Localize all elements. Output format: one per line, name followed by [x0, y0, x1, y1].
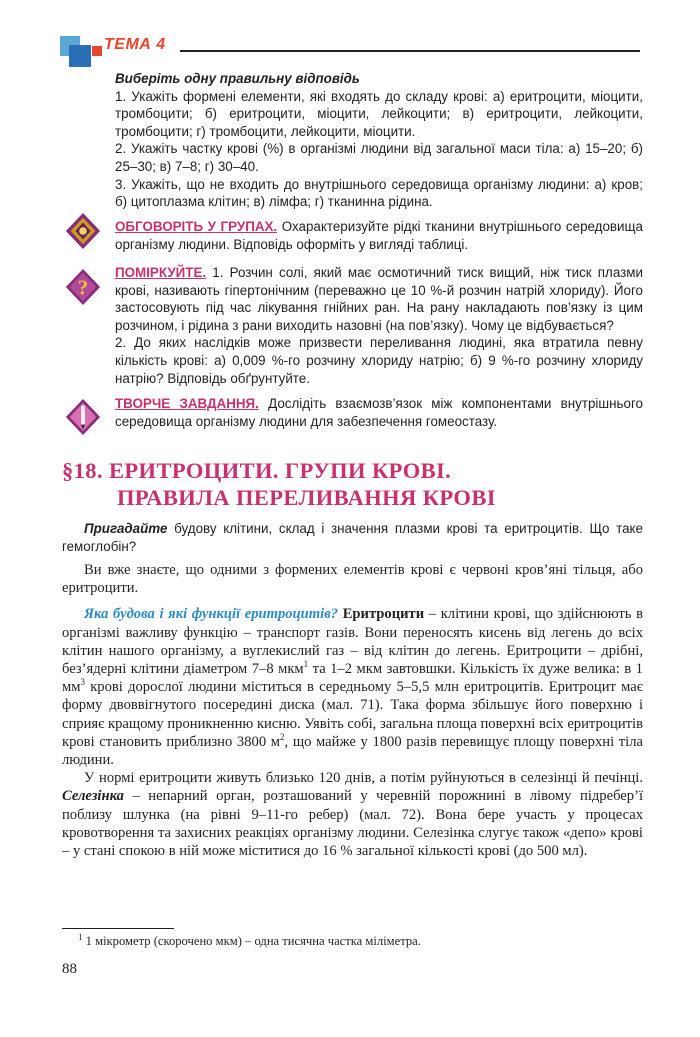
section-heading: [62, 457, 496, 511]
quiz-title: Виберіть одну правильну відповідь: [115, 71, 360, 86]
header-rule: [180, 50, 640, 52]
footnote-rule: [62, 928, 174, 929]
discuss-label: ОБГОВОРІТЬ У ГРУПАХ.: [115, 219, 278, 234]
square-sup: 2: [280, 731, 285, 742]
creative-text: Дослідіть взаємозв’язок між компонентами внутрішнього середовища організму людини для забезпечення гомеостазу.: [115, 396, 643, 429]
header-decor-square-front: [69, 45, 91, 67]
question-mark-icon: [64, 268, 102, 306]
recall-block: [62, 520, 643, 555]
footnote-ref: 1: [303, 659, 309, 670]
body-p2a: – клітини крові, що здійснюють в організмі важливу функцію – транспорт газів. Вони переносять кисень від легень до всіх клітин нашого організму, а вуглекислий газ – від клітин до легень. Еритроцити – дрібні, без’ядерні клітини діаметром 7–8 мкм: [62, 606, 643, 678]
creative-label: ТВОРЧЕ ЗАВДАННЯ.: [115, 396, 259, 411]
topic-title: ТЕМА 4: [104, 36, 166, 53]
header-decor-strip: [92, 46, 102, 56]
recall-lead: Пригадайте: [84, 521, 168, 536]
section-heading-line-2: ПРАВИЛА ПЕРЕЛИВАННЯ КРОВІ: [117, 485, 496, 510]
body-p2b: та 1–2 мкм завтовшки. Кількість їх дуже велика: в 1 мм: [62, 661, 643, 696]
think-text-2: 2. До яких наслідків може призвести переливання людині, яка втратила певну кількість крові: а) 0,009 %-го розчину хлориду натрію; б) 9 %-го розчину хлориду натрію? Відповідь обґрунтуйте.: [115, 335, 643, 386]
discuss-text: Охарактеризуйте рідкі тканини внутрішнього середовища організму людини. Відповідь оформіть у вигляді таблиці.: [115, 219, 643, 252]
quiz-question-1: 1. Укажіть формені елементи, які входять до складу крові: а) еритроцити, міоцити, тромбоцити; б) еритроцити, міоцити, лейкоцити; в) еритроцити, лейкоцити, тромбоцити; г) тромбоцити, лейкоцити, міоцити.: [115, 88, 643, 139]
body-p3b: – непарний орган, розташований у черевній порожнині в лівому підребер’ї поблизу шлунка (на рівні 9–11-го ребер) (мал. 72). Вона бере участь у процесах кровотворення та захисних реакціях організму людини. Селезінка слугує також «депо» крові – у стані спокою в ній може міститися до 16 % загальної кількості крові (до 500 мл).: [62, 788, 643, 860]
body-p2d: , що майже у 1800 разів перевищує площу поверхні тіла людини.: [62, 733, 643, 769]
body-paragraph-3: [62, 769, 643, 860]
recall-text: будову клітини, склад і значення плазми крові та еритроцитів. Що таке гемоглобін?: [62, 521, 643, 554]
body-question: Яка будова і які функції еритроцитів?: [84, 606, 339, 623]
body-p2c: крові дорослої людини міститься в середньому 5–5,5 млн еритроцитів. Еритроцит має форму двоввігнутого посередині диска (мал. 71). Така форма збільшує його поверхню і сприяє кращому проникненню кисню. Уявіть собі, загальна площа поверхні всіх еритроцитів крові становить приблизно 3800 м: [62, 679, 643, 750]
quiz-question-3: 3. Укажіть, що не входить до внутрішнього середовища організму людини: а) кров; б) цитоплазма клітин; в) лімфа; г) тканинна рідина.: [115, 176, 643, 210]
body-term-2: Селезінка: [62, 788, 124, 805]
creative-block: [115, 395, 643, 430]
footnote: [78, 931, 421, 949]
body-term: Еритроцити: [342, 606, 425, 623]
body-paragraph-2: [62, 605, 643, 769]
footnote-text: 1 мікрометр (скорочено мкм) – одна тисячна частка міліметра.: [82, 934, 421, 948]
section-heading-line-1: §18. ЕРИТРОЦИТИ. ГРУПИ КРОВІ.: [62, 458, 452, 483]
quiz-block: [115, 70, 643, 211]
think-block: [115, 264, 643, 387]
discuss-block: [115, 218, 643, 253]
footnote-mark: 1: [78, 931, 83, 942]
body-intro: Ви вже знаєте, що одними з формених елементів крові є червоні кров’яні тільця, або еритроцити.: [62, 562, 643, 597]
body-p3a: У нормі еритроцити живуть близько 120 днів, а потім руйнуються в селезінці й печінці.: [84, 770, 643, 787]
group-discussion-icon: [64, 212, 102, 250]
svg-text:?: ?: [77, 275, 89, 300]
pencil-icon: [64, 398, 102, 436]
think-text-1: 1. Розчин солі, який має осмотичний тиск вищий, ніж тиск плазми крові, називають гіпертонічним (переважно це 10 %-й розчин натрій хлориду). Його застосовують під час лікування гнійних ран. На рану накладають пов’язку із цим розчином, і рідина з рани виходить назовні (на пов’язку). Чому це відбувається?: [115, 265, 643, 333]
quiz-question-2: 2. Укажіть частку крові (%) в організмі людини від загальної маси тіла: а) 15–20; б) 25–30; в) 7–8; г) 30–40.: [115, 141, 643, 174]
cube-sup: 3: [80, 677, 85, 688]
body-text: [62, 561, 643, 860]
think-label: ПОМІРКУЙТЕ.: [115, 265, 207, 280]
page-number: 88: [62, 961, 77, 977]
